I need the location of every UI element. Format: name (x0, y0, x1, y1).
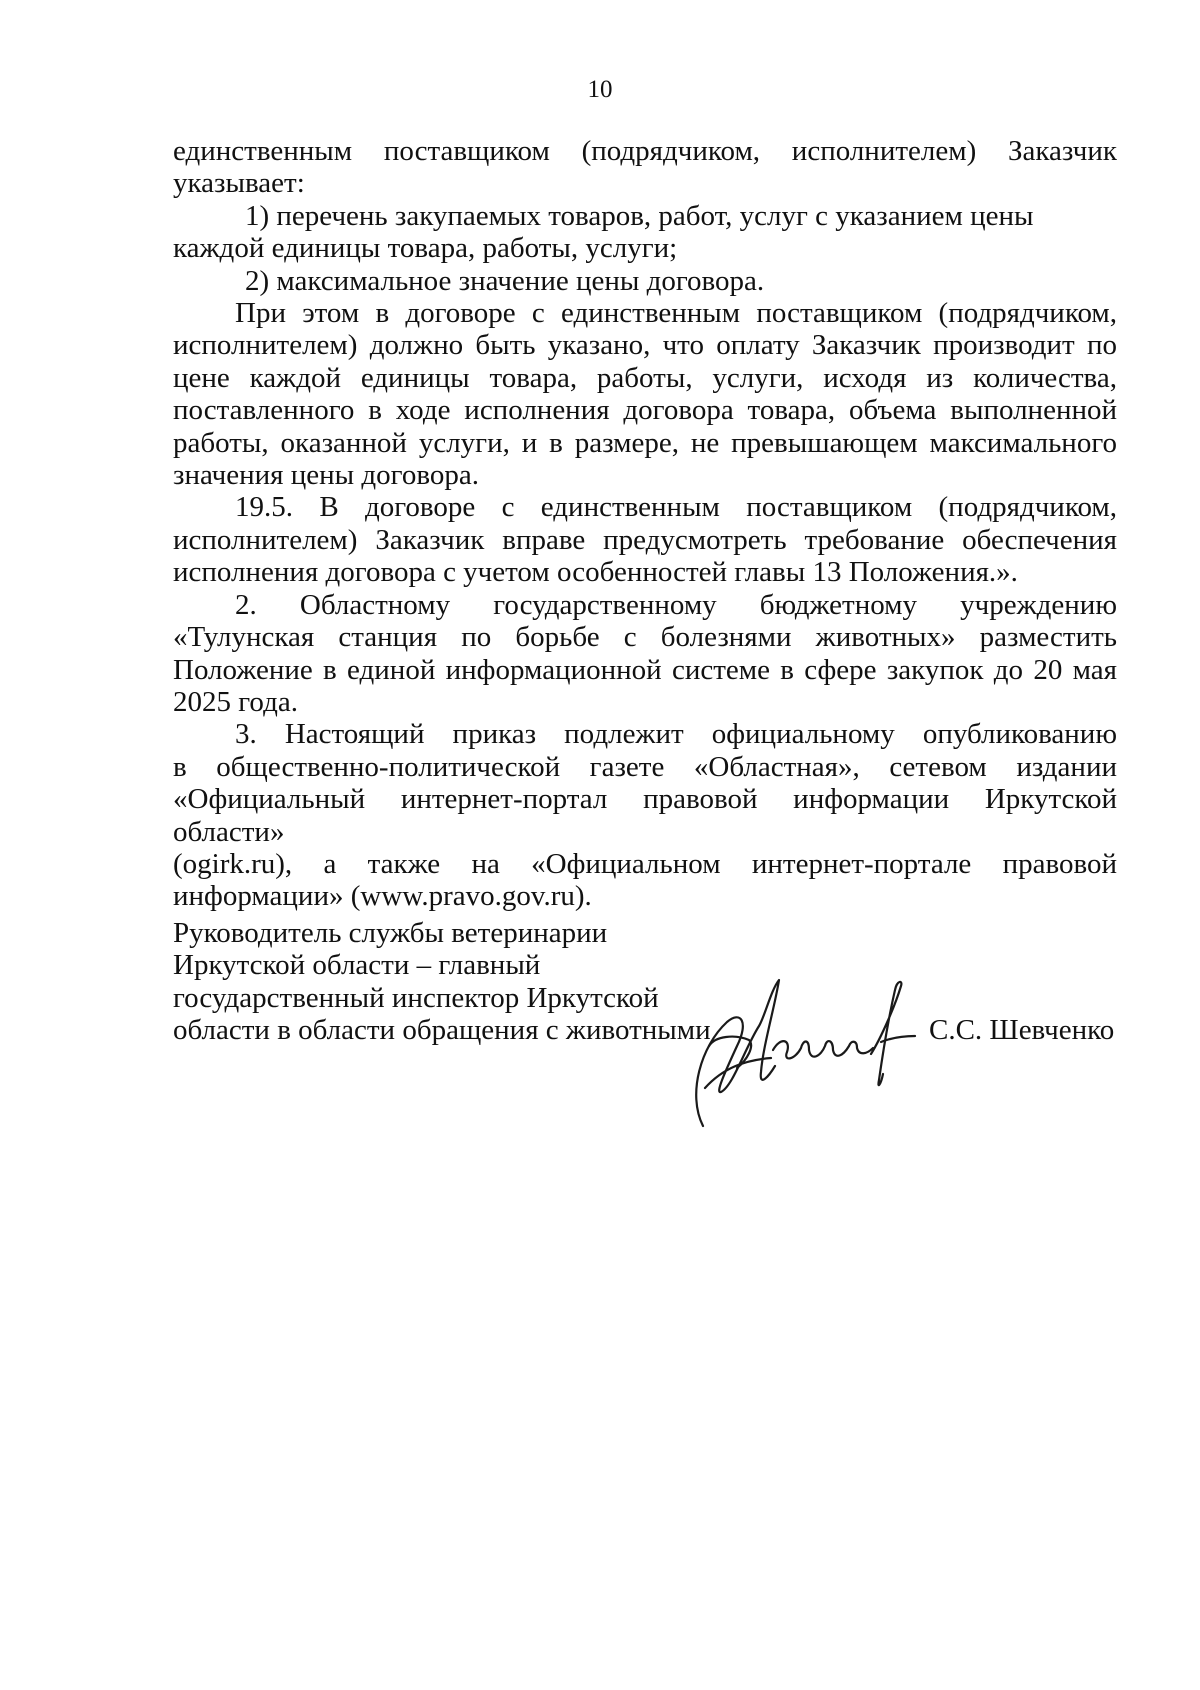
signer-position-line: Иркутской области – главный (173, 949, 541, 982)
item-2-line: «Тулунская станция по борьбе с болезнями животных» разместить (173, 621, 1117, 654)
item-3-line: (ogirk.ru), а также на «Официальном интернет-портале правовой (173, 847, 1117, 880)
list-item-2: 2) максимальное значение цены договора. (245, 264, 765, 297)
item-3-line: в общественно-политической газете «Областная», сетевом издании (173, 750, 1117, 783)
signature-block (173, 917, 1117, 1047)
paragraph-line: исполнителем) должно быть указано, что оплату Заказчик производит по (173, 329, 1117, 362)
item-2-line: 2025 года. (173, 685, 298, 718)
paragraph-line: цене каждой единицы товара, работы, услуги, исходя из количества, (173, 361, 1117, 394)
item-3-line: «Официальный интернет-портал правовой информации Иркутской области» (173, 783, 1117, 848)
handwritten-signature (675, 976, 945, 1136)
item-2-line: 2. Областному государственному бюджетному учреждению (235, 588, 1117, 621)
paragraph-line: поставленного в ходе исполнения договора товара, объема выполненной (173, 394, 1117, 427)
body-line: указывает: (173, 167, 305, 200)
paragraph-line: значения цены договора. (173, 459, 479, 492)
document-body (173, 135, 1117, 913)
paragraph-line: работы, оказанной услуги, и в размере, не превышающем максимального (173, 426, 1117, 459)
clause-19-5-line: исполнителем) Заказчик вправе предусмотреть требование обеспечения (173, 523, 1117, 556)
item-3-line: 3. Настоящий приказ подлежит официальному опубликованию (235, 718, 1117, 751)
page-number: 10 (587, 76, 613, 103)
signer-position-line: Руководитель службы ветеринарии (173, 917, 608, 949)
signer-name: С.С. Шевченко (929, 1014, 1115, 1046)
clause-19-5-line: 19.5. В договоре с единственным поставщиком (подрядчиком, (235, 491, 1117, 524)
body-line: единственным поставщиком (подрядчиком, исполнителем) Заказчик (173, 135, 1117, 167)
signer-position-line: государственный инспектор Иркутской (173, 981, 659, 1014)
list-item-1-continuation: каждой единицы товара, работы, услуги; (173, 232, 678, 265)
list-item-1: 1) перечень закупаемых товаров, работ, услуг с указанием цены (245, 199, 1034, 232)
signer-position-line: области в области обращения с животными (173, 1014, 711, 1047)
item-2-line: Положение в единой информационной системе в сфере закупок до 20 мая (173, 653, 1117, 686)
paragraph-line: При этом в договоре с единственным поставщиком (подрядчиком, (235, 297, 1117, 330)
clause-19-5-line: исполнения договора с учетом особенностей главы 13 Положения.». (173, 556, 1018, 589)
item-3-line: информации» (www.pravo.gov.ru). (173, 880, 592, 913)
